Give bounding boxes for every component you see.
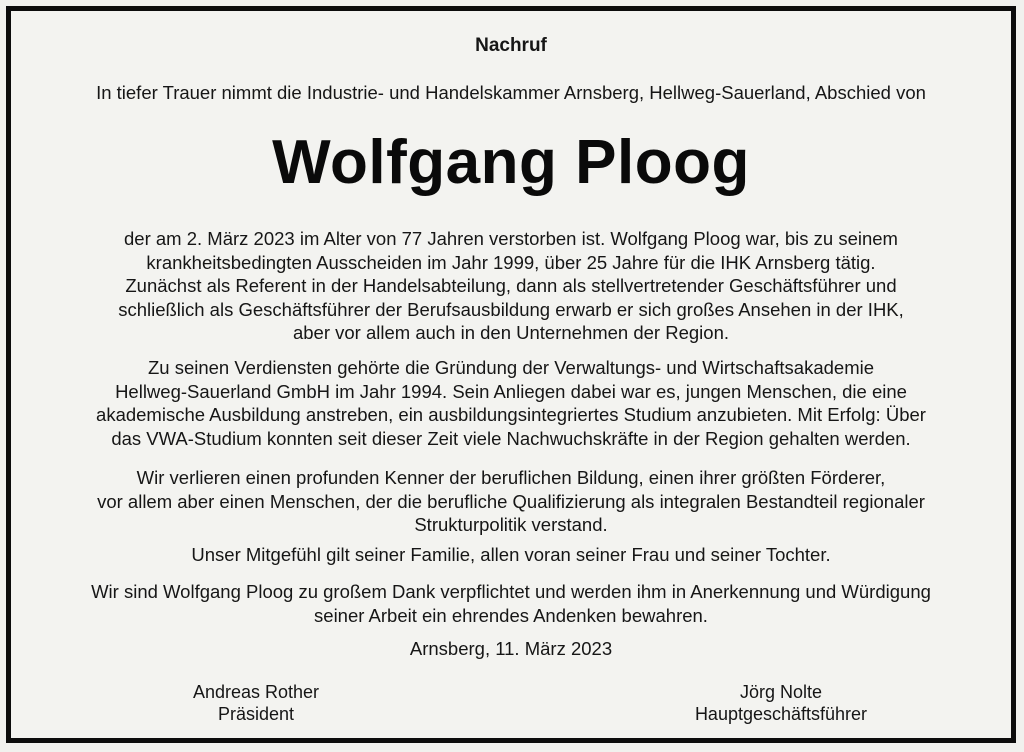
text-line: Strukturpolitik verstand. — [414, 514, 608, 535]
intro-text: In tiefer Trauer nimmt die Industrie- und Handelskammer Arnsberg, Hellweg-Sauerland, Abschied von — [96, 82, 926, 103]
text-line: krankheitsbedingten Ausscheiden im Jahr 1999, über 25 Jahre für die IHK Arnsberg tätig. — [146, 251, 876, 273]
text-line: aber vor allem auch in den Unternehmen der Region. — [292, 322, 730, 343]
paragraph-condolence — [31, 543, 991, 567]
text-line: Unser Mitgefühl gilt seiner Familie, allen voran seiner Frau und seiner Tochter. — [191, 544, 831, 565]
signatory-title: Hauptgeschäftsführer — [694, 704, 868, 724]
text-line: akademische Ausbildung anstreben, ein ausbildungsintegriertes Studium anzubieten. Mit Erfolg: Über — [96, 404, 926, 425]
text-line: vor allem aber einen Menschen, der die berufliche Qualifizierung als integralen Bestandteil regionaler — [97, 490, 925, 512]
text-line: schließlich als Geschäftsführer der Berufsausbildung erwarb er sich großes Ansehen in der IHK, — [118, 298, 904, 320]
text-line: Hellweg-Sauerland GmbH im Jahr 1994. Sein Anliegen dabei war es, jungen Menschen, die eine — [115, 380, 907, 402]
signature-president — [171, 681, 341, 725]
text-line: seiner Arbeit ein ehrendes Andenken bewahren. — [314, 604, 708, 626]
place-date: Arnsberg, 11. März 2023 — [409, 638, 613, 659]
text-line: der am 2. März 2023 im Alter von 77 Jahren verstorben ist. Wolfgang Ploog war, bis zu seinem — [124, 228, 898, 249]
obituary-frame — [6, 6, 1016, 743]
deceased-name: Wolfgang Ploog — [272, 128, 750, 197]
text-line: Wir sind Wolfgang Ploog zu großem Dank verpflichtet und werden ihm in Anerkennung und Würdigung — [91, 581, 931, 602]
signatory-name: Andreas Rother — [192, 682, 320, 702]
signature-managing-director — [671, 681, 891, 725]
heading: Nachruf — [475, 35, 547, 56]
paragraph-merits — [31, 356, 991, 450]
text-line: Zu seinen Verdiensten gehörte die Gründung der Verwaltungs- und Wirtschaftsakademie — [147, 357, 875, 378]
paragraph-loss — [31, 466, 991, 537]
signatory-title: Präsident — [217, 704, 295, 724]
text-line: Wir verlieren einen profunden Kenner der beruflichen Bildung, einen ihrer größten Förderer, — [136, 467, 886, 488]
signatory-name: Jörg Nolte — [739, 682, 823, 702]
text-line: das VWA-Studium konnten seit dieser Zeit viele Nachwuchskräfte in der Region gehalten werden. — [111, 427, 911, 449]
obituary-content — [11, 11, 1011, 738]
text-line: Zunächst als Referent in der Handelsabteilung, dann als stellvertretender Geschäftsführer und — [125, 275, 897, 296]
paragraph-career — [31, 227, 991, 345]
paragraph-gratitude — [31, 580, 991, 627]
